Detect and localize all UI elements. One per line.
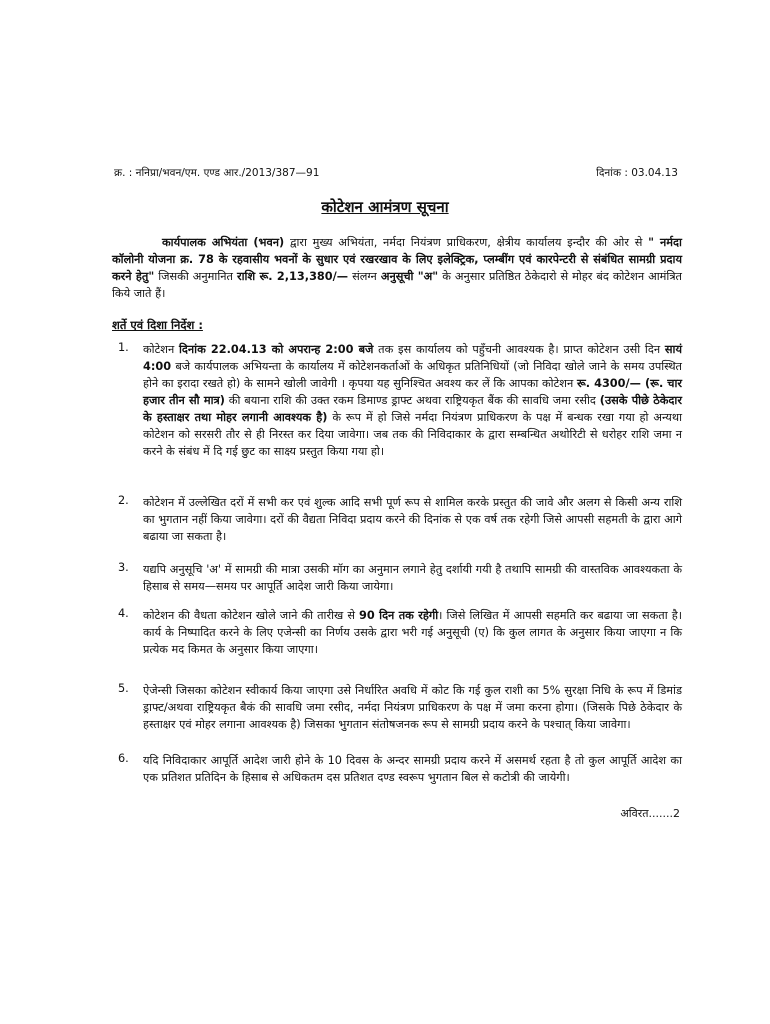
intro-bold-project: " नर्मदा कॉलोनी योजना क्र. 78 के रहवासीय भवनों के सुधार एवं रखरखाव के लिए इलेक्ट्रिक, प्लम्बींग एवं कारपेन्टरी से संबंधित सामग्री प्रदाय करने हेतु" [112, 236, 682, 283]
item-text-part: कोटेशन [143, 343, 179, 356]
condition-item-2 [112, 494, 682, 545]
item-text: कोटेशन में उल्लेखित दरों में सभी कर एवं शुल्क आदि सभी पूर्ण रूप से शामिल करके प्रस्तुत की जावे और अलग से किसी अन्य राशि का भुगतान नहीं किया जावेगा। दरों की वैद्यता निविदा प्रदाय करने की दिनांक से एक वर्ष तक रहेगी जिसे आपसी सहमती के द्वारा आगे बढाया जा सकता है। [143, 496, 682, 543]
item-text-part: की बयाना राशि की उक्त रकम डिमाण्ड ड्राफ्ट अथवा राष्ट्रियकृत बैंक की सावधि जमा रसीद [224, 394, 600, 407]
item-number: 2. [118, 494, 129, 507]
intro-bold-schedule: अनुसूची "अ" [380, 270, 439, 283]
item-number: 3. [118, 561, 129, 574]
item-bold-signature-note: (उसके पीछे ठेकेदार के हस्ताक्षर तथा मोहर लगानी आवश्यक है) [143, 394, 682, 424]
item-text-part: । जिसे लिखित में आपसी सहमति कर बढाया जा सकता है। कार्य के निष्पादित करने के लिए एजेन्सी का निर्णय उसके द्वारा भरी गई अनुसूची (ए) कि कुल लागत के अनुसार किया जाएगा न कि प्रत्येक मद किमत के अनुसार किया जाएगा। [143, 609, 682, 656]
item-bold-deadline: दिनांक 22.04.13 को अपरान्ह 2:00 बजे [178, 343, 374, 356]
document-title: कोटेशन आमंत्रण सूचना [321, 198, 449, 216]
item-number: 5. [118, 682, 129, 695]
item-number: 4. [118, 607, 129, 620]
intro-bold-amount: राशि रू. 2,13,380/— [237, 270, 349, 283]
intro-paragraph [112, 234, 682, 302]
item-text-part: के रूप में हो जिसे नर्मदा नियंत्रण प्राधिकरण के पक्ष में बन्धक रखा गया हो अन्यथा कोटेशन को सरसरी तौर से ही निरस्त कर दिया जावेगा। जब तक की निविदाकार के द्वारा सम्बन्धित अथोरिटी से धरोहर राशि जमा न करने के संबंध में दि गई छुट का साक्ष्य प्रस्तुत किया गया हो। [143, 411, 683, 458]
document-date: दिनांक : 03.04.13 [596, 167, 678, 179]
condition-item-5 [112, 682, 682, 733]
intro-bold-authority: कार्यपालक अभियंता (भवन) [162, 236, 285, 249]
item-text [143, 607, 682, 658]
intro-text-1: द्वारा मुख्य अभियंता, नर्मदा नियंत्रण प्राधिकरण, क्षेत्रीय कार्यालय इन्दौर की ओर से [284, 236, 649, 249]
condition-item-3 [112, 561, 682, 595]
item-text: यदि निविदाकार आपूर्ति आदेश जारी होने के 10 दिवस के अन्दर सामग्री प्रदाय करने में असमर्थ रहता है तो कुल आपूर्ति आदेश का एक प्रतिशत प्रतिदिन के हिसाब से अधिकतम दस प्रतिशत दण्ड स्वरूप भुगतान बिल से कटोत्री की जायेगी। [143, 754, 682, 784]
item-bold-earnest-money: रू. 4300/— (रू. चार हजार तीन सौ मात्र) [143, 377, 682, 407]
condition-item-6 [112, 752, 682, 786]
section-title-conditions: शर्ते एवं दिशा निर्देश : [112, 318, 203, 332]
item-text: यद्यपि अनुसूचि 'अ' में सामग्री की मात्रा उसकी मॉग का अनुमान लगाने हेतु दर्शायी गयी है तथापि सामग्री की वास्तविक आवश्यकता के हिसाब से समय—समय पर आपूर्ति आदेश जारी किया जायेगा। [143, 563, 682, 593]
continuation-note: अविरत.......2 [620, 807, 680, 820]
intro-text-4: के अनुसार प्रतिष्ठित ठेकेदारो से मोहर बंद कोटेशन आमंत्रित किये जाते हैं। [112, 270, 682, 300]
intro-text-3: संलग्न [348, 270, 381, 283]
condition-item-1 [112, 341, 682, 460]
item-text: ऐजेन्सी जिसका कोटेशन स्वीकार्य किया जाएगा उसे निर्धारित अवधि में कोट कि गई कुल राशी का 5% सुरक्षा निधि के रूप में डिमांड ड्राफ्ट/अथवा राष्ट्रियकृत बैकं की सावधि जमा रसीद, नर्मदा नियंत्रण प्राधिकरण के पक्ष में जमा करना होगा। (जिसके पिछे ठेकेदार के हस्ताक्षर एवं मोहर लगाना आवश्यक है) जिसका भुगतान संतोषजनक रूप से सामग्री प्रदाय करने के पश्चात् किया जावेगा। [143, 684, 682, 731]
item-bold-time: सायं 4:00 [143, 343, 682, 373]
item-text [143, 341, 682, 460]
item-text-part: तक इस कार्यालय को पहुँचनी आवश्यक है। प्राप्त कोटेशन उसी दिन [373, 343, 665, 356]
reference-number: क्र. : ननिप्रा/भवन/एम. एण्ड आर./2013/387—91 [114, 167, 320, 179]
item-bold-validity: 90 दिन तक रहेगी [359, 609, 439, 622]
intro-text-2: जिसकी अनुमानित [154, 270, 237, 283]
item-number: 6. [118, 752, 129, 765]
condition-item-4 [112, 607, 682, 658]
item-text-part: कोटेशन की वैधता कोटेशन खोले जाने की तारीख से [143, 609, 360, 622]
item-number: 1. [118, 341, 129, 354]
item-text-part: बजे कार्यपालक अभियन्ता के कार्यालय में कोटेशनकर्ताओं के अधिकृत प्रतिनिधियों (जो निविदा खोले जाने के समय उपस्थित होने का इरादा रखते हो) के सामने खोली जावेगी । कृपया यह सुनिश्चित अवश्य कर लें कि आपका कोटेशन [143, 360, 682, 390]
